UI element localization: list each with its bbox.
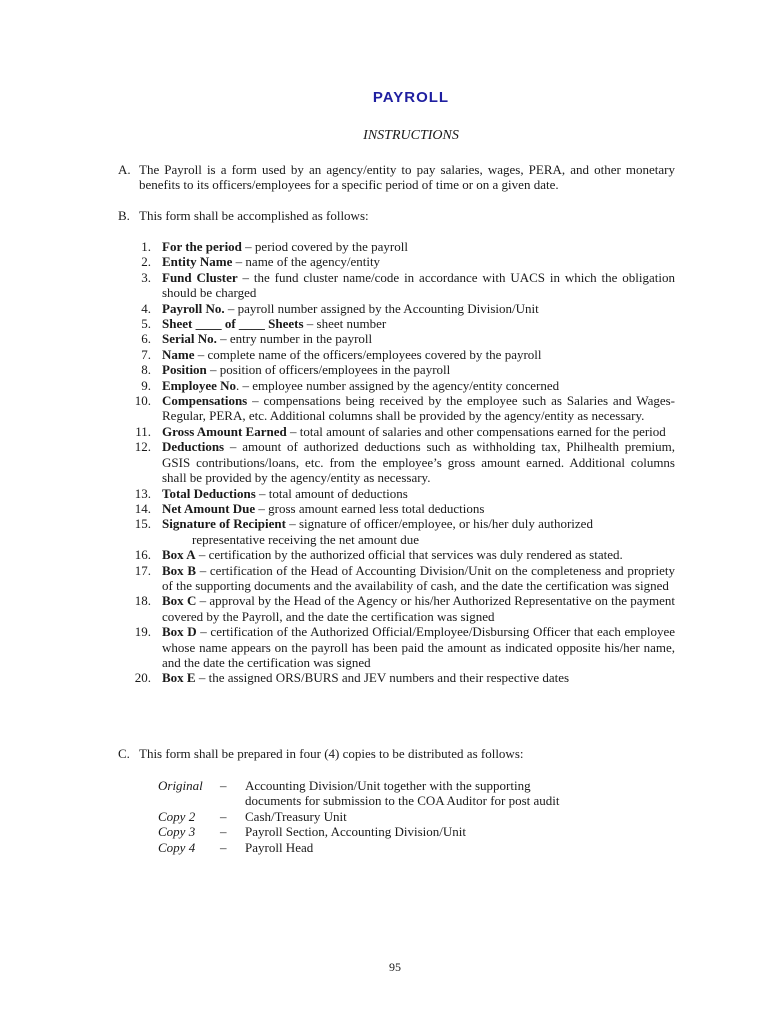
list-item-number: 11. bbox=[135, 423, 151, 439]
list-item bbox=[118, 270, 675, 301]
list-item bbox=[118, 593, 675, 624]
list-item bbox=[118, 378, 675, 393]
section-b-text: This form shall be accomplished as follows: bbox=[139, 208, 369, 223]
list-item-term: Serial No. bbox=[162, 331, 217, 347]
list-item-description: – the fund cluster name/code in accordance with UACS in which the obligation should be charged bbox=[162, 269, 676, 301]
copy-row bbox=[158, 840, 585, 855]
list-item-term: Box B bbox=[162, 562, 197, 578]
copy-description: Accounting Division/Unit together with the supporting documents for submission to the COA Auditor for post audit bbox=[245, 778, 560, 809]
copy-name: Original bbox=[158, 778, 203, 793]
list-item-number: 15. bbox=[134, 516, 151, 532]
list-item bbox=[118, 486, 675, 501]
list-item-number: 16. bbox=[134, 547, 151, 563]
list-item bbox=[118, 624, 675, 670]
list-item-term: Name bbox=[162, 346, 195, 362]
list-item-number: 13. bbox=[134, 485, 151, 501]
page-title: PAYROLL bbox=[372, 89, 450, 106]
copy-row bbox=[158, 809, 585, 824]
list-item-description-continued: representative receiving the net amount due bbox=[192, 531, 420, 547]
copy-dash: – bbox=[220, 839, 227, 855]
list-item bbox=[118, 393, 675, 424]
copy-name: Copy 3 bbox=[158, 824, 196, 840]
list-item-number: 10. bbox=[134, 393, 151, 409]
list-item-description: – amount of authorized deductions such as withholding tax, Philhealth premium, GSIS contributions/loans, etc. from the employee’s gross amount earned. Additional columns shall be provided by the agency/entity as necessary. bbox=[162, 439, 675, 486]
list-item-term: For the period bbox=[162, 239, 242, 254]
list-item bbox=[118, 254, 675, 269]
copy-name: Copy 2 bbox=[158, 808, 196, 824]
list-item-term: Employee No bbox=[162, 377, 237, 393]
list-item-number: 7. bbox=[141, 346, 151, 362]
list-item-description: – name of the agency/entity bbox=[232, 254, 381, 270]
section-a-text: The Payroll is a form used by an agency/entity to pay salaries, wages, PERA, and other monetary benefits to its officers/employees for a specific period of time or on a given date. bbox=[139, 162, 675, 193]
list-item-number: 5. bbox=[141, 316, 151, 332]
list-item-term: Sheet ____ of ____ Sheets bbox=[162, 316, 304, 332]
list-item-number: 20. bbox=[134, 670, 151, 686]
copy-row bbox=[158, 778, 585, 809]
list-item-description: . – employee number assigned by the agency/entity concerned bbox=[236, 377, 560, 393]
list-item-term: Deductions bbox=[162, 439, 225, 455]
list-item-number: 1. bbox=[141, 239, 151, 254]
list-item-description: – sheet number bbox=[303, 316, 387, 332]
list-item bbox=[118, 424, 675, 439]
list-item-description: – certification of the Head of Accounting Division/Unit on the completeness and propriety of the supporting documents and the availability of cash, and the date the certification was signed bbox=[162, 562, 675, 593]
list-item-number: 3. bbox=[141, 269, 151, 285]
list-item-number: 6. bbox=[141, 331, 151, 347]
list-item bbox=[118, 362, 675, 377]
list-item bbox=[118, 439, 675, 485]
list-item-number: 12. bbox=[134, 439, 151, 455]
list-item-description: – complete name of the officers/employees covered by the payroll bbox=[194, 346, 542, 362]
list-item bbox=[118, 316, 675, 331]
copy-description: Payroll Section, Accounting Division/Unit bbox=[245, 824, 466, 840]
page-subtitle: INSTRUCTIONS bbox=[363, 128, 459, 143]
list-item-number: 18. bbox=[134, 593, 151, 609]
section-c-text: This form shall be prepared in four (4) copies to be distributed as follows: bbox=[139, 746, 524, 761]
section-a-label: A. bbox=[118, 162, 131, 177]
list-item-description: – signature of officer/employee, or his/her duly authorized bbox=[285, 516, 593, 532]
copy-row bbox=[158, 824, 585, 839]
list-item-term: Net Amount Due bbox=[162, 500, 256, 516]
list-item bbox=[118, 501, 675, 516]
list-item-description: – total amount of salaries and other compensations earned for the period bbox=[286, 423, 666, 439]
list-item-description: – position of officers/employees in the payroll bbox=[206, 362, 451, 378]
list-item-term: Box A bbox=[162, 547, 196, 563]
list-item-number: 19. bbox=[134, 624, 151, 640]
list-item-term: Box C bbox=[162, 593, 197, 609]
list-item-term: Box E bbox=[162, 670, 196, 686]
list-item-description: – the assigned ORS/BURS and JEV numbers and their respective dates bbox=[195, 670, 570, 686]
list-item-number: 17. bbox=[134, 562, 151, 578]
list-item-term: Payroll No. bbox=[162, 300, 225, 316]
page-number: 95 bbox=[389, 960, 401, 974]
list-item-term: Gross Amount Earned bbox=[162, 423, 287, 439]
list-item bbox=[118, 563, 675, 594]
section-c-label: C. bbox=[118, 746, 130, 761]
list-item bbox=[118, 516, 675, 547]
copy-dash: – bbox=[220, 808, 227, 824]
list-item-term: Signature of Recipient bbox=[162, 516, 286, 532]
copy-dash: – bbox=[220, 824, 227, 840]
list-item-description: – total amount of deductions bbox=[255, 485, 408, 501]
list-item-description: – certification of the Authorized Official/Employee/Disbursing Officer that each employee whose name appears on the payroll has been paid the amount as indicated opposite his/her name, and the date the certification was signed bbox=[162, 624, 675, 670]
list-item-description: – certification by the authorized official that services was duly rendered as stated. bbox=[195, 547, 623, 563]
copy-distribution-list bbox=[158, 778, 585, 855]
list-item bbox=[118, 547, 675, 562]
list-item-description: – payroll number assigned by the Accounting Division/Unit bbox=[224, 300, 539, 316]
instruction-list bbox=[118, 239, 675, 686]
list-item bbox=[118, 331, 675, 346]
list-item-description: – approval by the Head of the Agency or his/her Authorized Representative on the payment covered by the Payroll, and the date the certification was signed bbox=[162, 593, 676, 624]
list-item bbox=[118, 670, 675, 685]
list-item-term: Total Deductions bbox=[162, 485, 256, 501]
list-item-number: 4. bbox=[141, 300, 151, 316]
list-item-description: – compensations being received by the employee such as Salaries and Wages-Regular, PERA, etc. Additional columns shall be provided by the agency/entity as necessary. bbox=[162, 393, 675, 424]
list-item-term: Box D bbox=[162, 624, 197, 640]
list-item bbox=[118, 301, 675, 316]
copy-dash: – bbox=[220, 778, 227, 793]
list-item-term: Fund Cluster bbox=[162, 269, 238, 285]
list-item-description: – gross amount earned less total deductions bbox=[255, 500, 485, 516]
list-item-number: 8. bbox=[141, 362, 151, 378]
list-item bbox=[118, 347, 675, 362]
copy-description: Payroll Head bbox=[245, 839, 314, 855]
list-item-term: Compensations bbox=[162, 393, 248, 409]
list-item-number: 9. bbox=[141, 377, 151, 393]
list-item bbox=[118, 239, 675, 254]
list-item-description: – period covered by the payroll bbox=[241, 239, 408, 254]
section-b-label: B. bbox=[118, 208, 130, 223]
list-item-description: – entry number in the payroll bbox=[216, 331, 373, 347]
copy-name: Copy 4 bbox=[158, 839, 196, 855]
list-item-term: Position bbox=[162, 362, 207, 378]
list-item-term: Entity Name bbox=[162, 254, 233, 270]
list-item-number: 2. bbox=[141, 254, 151, 270]
copy-description: Cash/Treasury Unit bbox=[245, 808, 347, 824]
list-item-number: 14. bbox=[134, 500, 151, 516]
